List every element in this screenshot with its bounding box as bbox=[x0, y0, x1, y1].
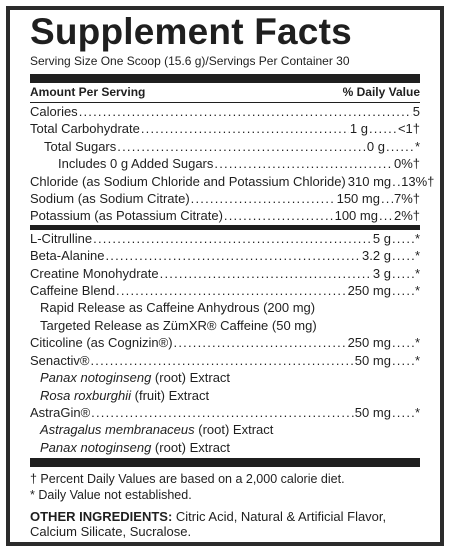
panel-content bbox=[30, 11, 435, 540]
senactiv-sub-item: Panax notoginseng (root) Extract bbox=[40, 370, 231, 386]
footnote: † Percent Daily Values are based on a 2,000 calorie diet. bbox=[30, 472, 345, 487]
nutrient-row: Potassium (as Potassium Citrate) ..... 100 mg ..... 2%† bbox=[30, 207, 420, 224]
panel-title: Supplement Facts bbox=[30, 11, 352, 52]
nutrient-row: Calories ..... 5 bbox=[30, 103, 420, 120]
caffeine-sub-item: Targeted Release as ZümXR® Caffeine (50 mg) bbox=[40, 317, 317, 333]
nutrient-row: Includes 0 g Added Sugars ..... 0%† bbox=[30, 155, 420, 172]
senactiv-sub-item: Rosa roxburghii (fruit) Extract bbox=[40, 387, 210, 403]
other-ingredients: OTHER INGREDIENTS: Citric Acid, Natural & Artificial Flavor, Calcium Silicate, Sucralose. bbox=[30, 509, 387, 540]
nutrient-row: Sodium (as Sodium Citrate) ..... 150 mg ..... 7%† bbox=[30, 190, 420, 207]
daily-value-header: % Daily Value bbox=[342, 85, 420, 99]
panel-border-right bbox=[440, 6, 444, 546]
divider-thick bbox=[30, 74, 420, 83]
nutrient-row: Total Carbohydrate ..... 1 g ..... <1† bbox=[30, 120, 420, 137]
amount-per-serving-header: Amount Per Serving bbox=[30, 85, 146, 99]
panel-border-bottom bbox=[6, 542, 444, 546]
nutrient-row: Chloride (as Sodium Chloride and Potassium Chloride) 310 mg ..... 13%† bbox=[30, 173, 420, 190]
ingredient-row: Beta-Alanine ..... 3.2 g ..... * bbox=[30, 247, 420, 264]
astragin-sub-item: Panax notoginseng (root) Extract bbox=[40, 439, 231, 455]
footnote: * Daily Value not established. bbox=[30, 488, 192, 503]
supplement-facts-panel bbox=[6, 6, 444, 546]
divider-thick bbox=[30, 458, 420, 467]
ingredient-row: Senactiv® ..... 50 mg ..... * bbox=[30, 352, 420, 369]
serving-size: Serving Size One Scoop (15.6 g)/Servings Per Container 30 bbox=[30, 54, 350, 68]
ingredient-row: L-Citrulline ..... 5 g ..... * bbox=[30, 230, 420, 247]
panel-border-left bbox=[6, 6, 10, 546]
ingredient-row: Citicoline (as Cognizin®) ..... 250 mg ..... * bbox=[30, 334, 420, 351]
column-header bbox=[30, 83, 420, 102]
panel-border-top bbox=[6, 6, 444, 10]
astragin-sub-item: Astragalus membranaceus (root) Extract bbox=[40, 422, 274, 438]
ingredient-row: Creatine Monohydrate ..... 3 g ..... * bbox=[30, 265, 420, 282]
nutrient-row: Total Sugars ..... 0 g ..... * bbox=[30, 138, 420, 155]
caffeine-sub-item: Rapid Release as Caffeine Anhydrous (200 mg) bbox=[40, 300, 316, 316]
ingredient-row: AstraGin® ..... 50 mg ..... * bbox=[30, 404, 420, 421]
ingredient-row: Caffeine Blend ..... 250 mg ..... * bbox=[30, 282, 420, 299]
